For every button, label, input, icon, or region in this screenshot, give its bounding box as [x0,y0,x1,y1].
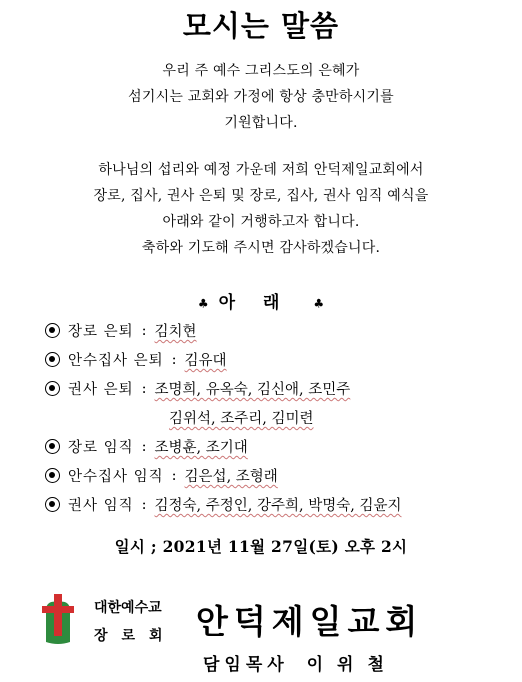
denomination-line: 대한예수교 [94,600,162,616]
bullet-icon [45,323,60,338]
item-label: 안수집사 은퇴 [68,353,164,369]
list-item [45,374,515,403]
list-item [45,432,515,461]
list-item [45,490,515,519]
item-label: 권사 은퇴 [68,382,134,398]
greeting-paragraph [0,58,522,136]
church-cross-logo [38,592,78,646]
item-separator: : [141,380,147,397]
notice-text: 아래 [218,293,308,313]
item-label: 권사 임직 [68,498,134,514]
invitation-line: 축하와 기도해 주시면 감사하겠습니다. [141,240,381,256]
club-icon: ♣ [197,296,209,311]
bullet-icon [45,381,60,396]
item-names: 김위석, 조주리, 김미련 [169,411,314,427]
page-title: 모시는 말씀 [182,9,340,43]
bullet-icon [45,439,60,454]
list-item [45,345,515,374]
item-names: 김유대 [184,353,227,369]
list-item-continuation [45,403,515,432]
bullet-icon [45,468,60,483]
ceremony-list [45,316,515,519]
item-names: 김은섭, 조형래 [184,469,278,485]
item-names: 김치현 [154,324,197,340]
pastor-title: 담임목사 [203,655,289,675]
greeting-line: 기원합니다. [224,115,298,131]
list-item [45,316,515,345]
item-names: 김정숙, 주정인, 강주희, 박명숙, 김윤지 [154,498,402,514]
greeting-line: 우리 주 예수 그리스도의 은혜가 [162,63,360,79]
bullet-icon [45,497,60,512]
pastor-signature [203,650,398,675]
bullet-icon [45,352,60,367]
item-label: 장로 임직 [68,440,134,456]
item-separator: : [171,351,177,368]
item-label: 장로 은퇴 [68,324,134,340]
item-separator: : [171,467,177,484]
pastor-name: 이위철 [306,655,398,675]
invitation-line: 아래와 같이 거행하고자 합니다. [162,214,360,230]
list-item [45,461,515,490]
greeting-line: 섬기시는 교회와 가정에 항상 충만하시기를 [128,89,394,105]
item-names: 조병훈, 조기대 [154,440,248,456]
invitation-line: 장로, 집사, 권사 은퇴 및 장로, 집사, 권사 임직 예식을 [93,188,429,204]
item-names: 조명희, 유옥숙, 김신애, 조민주 [154,382,351,398]
club-icon: ♣ [313,296,325,311]
notice-heading [0,288,522,313]
invitation-paragraph [0,157,522,261]
item-separator: : [141,322,147,339]
denomination [94,594,194,650]
item-separator: : [141,438,147,455]
denomination-line: 장로회 [94,628,177,644]
invitation-line: 하나님의 섭리와 예정 가운데 저희 안덕제일교회에서 [98,162,424,178]
item-label: 안수집사 임직 [68,469,164,485]
item-separator: : [141,496,147,513]
event-date: 일시 ; 2021년 11월 27일(토) 오후 2시 [114,537,408,556]
church-name: 안덕제일교회 [196,602,424,641]
